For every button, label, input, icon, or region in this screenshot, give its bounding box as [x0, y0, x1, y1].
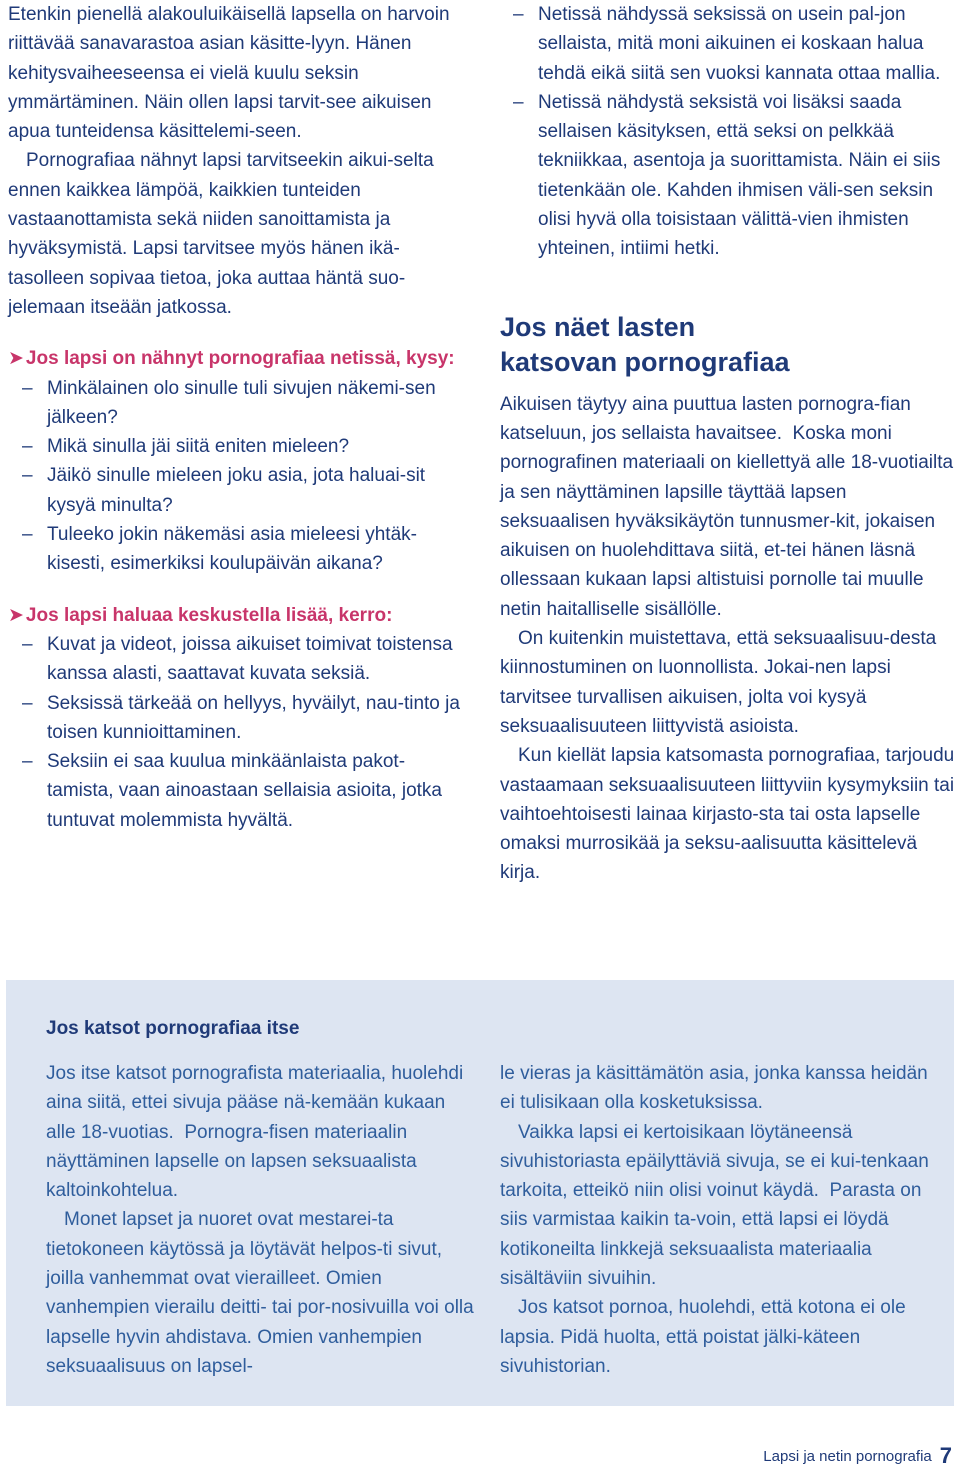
list-item: – Seksiin ei saa kuulua minkäänlaista pakot-tamista, vaan ainoastaan sellaisia asioita, jotka tuntuvat molemmista hyvältä.: [8, 747, 468, 835]
box-right-paragraph-1: Vaikka lapsi ei kertoisikaan löytäneensä sivuhistoriasta epäilyttäviä sivuja, se ei kui-tenkaan tarkoita, etteikö niin olisi voinut käydä. Parasta on siis varmistaa kaikin ta-voin, että lapsi ei löydä kotikoneilta linkkejä seksuaalista materiaalia sisältäviin sivuihin.: [500, 1121, 929, 1290]
left-column: [8, 0, 468, 835]
section-heading: [500, 310, 955, 380]
box-right-continuation: le vieras ja käsittämätön asia, jonka kanssa heidän ei tulisikaan olla kosketuksissa.: [500, 1063, 928, 1114]
box-left-paragraph-2: Monet lapset ja nuoret ovat mestarei-ta tietokoneen käytössä ja löytävät helpos-ti sivut, joilla vanhemmat ovat vierailleet. Omien vanhempien vierailu deitti- tai por-nosivuilla voi olla lapselle hyvin ahdistava. Omien vanhempien seksuaalisuus on lapsel-: [46, 1209, 474, 1377]
box-title: Jos katsot pornografiaa itse: [46, 1018, 300, 1039]
box-right-paragraph-2: Jos katsot pornoa, huolehdi, että kotona ei ole lapsia. Pidä huolta, että poistat jälki-käteen sivuhistorian.: [500, 1297, 906, 1377]
arrow-right-icon: ➤: [8, 604, 24, 626]
box-left-paragraph-1: Jos itse katsot pornografista materiaalia, huolehdi aina siitä, ettei sivuja pääse nä-kemään kukaan alle 18-vuotias. Pornogra-fisen materiaalin näyttäminen lapselle on lapsen seksuaalista kaltoinkohtelua.: [46, 1063, 464, 1202]
list-item: – Minkälainen olo sinulle tuli sivujen näkemi-sen jälkeen?: [8, 374, 468, 433]
right-paragraph-1: Aikuisen täytyy aina puuttua lasten pornogra-fian katseluun, jos sellaista havaitsee. Koska moni pornografinen materiaali on kiellettyä alle 18-vuotiailta ja sen näyttäminen lapsille täyttää lapsen seksuaalisen hyväksikäytön tunnusmer-kit, jokaisen aikuisen on huolehdittava siitä, et-tei hänen läsnä ollessaan kukaan lapsi altistuisi pornolle tai muulle netin haitalliselle sisällölle.: [500, 393, 954, 620]
section-1-list: [8, 374, 468, 579]
right-paragraph-3: Kun kiellät lapsia katsomasta pornografiaa, tarjoudu vastaamaan seksuaalisuuteen liittyviin kysymyksiin tai vaihtoehtoisesti lainaa kirjasto-sta tai osta lapselle omaksi murrosikää ja seksu-aalisuutta käsittelevä kirja.: [500, 745, 955, 884]
section-2-heading-text: Jos lapsi haluaa keskustella lisää, kerro:: [25, 604, 393, 626]
box-right-column: [500, 1059, 940, 1381]
section-1-heading-text: Jos lapsi on nähnyt pornografiaa netissä, kysy:: [25, 348, 455, 370]
heading-line-1: Jos näet lasten: [500, 311, 696, 342]
list-item: – Netissä nähdystä seksistä voi lisäksi saada sellaisen käsityksen, että seksi on pelkkää tekniikkaa, asentoja ja suorittamista. Näin ei siis tietenkään ole. Kahden ihmisen väli-sen seksin olisi hyvä olla toisistaan välittä-vien ihmisten yhteinen, intiimi hetki.: [498, 88, 955, 264]
heading-line-2: katsovan pornografiaa: [500, 346, 790, 377]
footer-title: Lapsi ja netin pornografia: [763, 1448, 932, 1465]
section-2-list: [8, 630, 468, 835]
right-paragraph-2: On kuitenkin muistettava, että seksuaalisuu-desta kiinnostuminen on luonnollista. Jokai-nen lapsi tarvitsee turvallisen aikuisen, jolta voi kysyä seksuaalisuuteen liittyvistä asioista.: [500, 628, 937, 737]
list-item: – Seksissä tärkeää on hellyys, hyväilyt, nau-tinto ja toisen kunnioittaminen.: [8, 689, 468, 748]
list-item: – Jäikö sinulle mieleen joku asia, jota haluai-sit kysyä minulta?: [8, 461, 468, 520]
info-box: [6, 980, 954, 1406]
list-item: – Netissä nähdyssä seksissä on usein pal-jon sellaista, mitä moni aikuinen ei koskaan halua tehdä eikä siitä sen vuoksi kannata ottaa mallia.: [498, 0, 955, 88]
list-item: – Mikä sinulla jäi siitä eniten mieleen?: [8, 432, 468, 461]
arrow-right-icon: ➤: [8, 348, 24, 370]
page-number: 7: [939, 1443, 952, 1468]
section-2-heading: [8, 601, 468, 630]
box-left-column: [46, 1059, 476, 1381]
right-list: [498, 0, 955, 264]
paragraph-2: Pornografiaa nähnyt lapsi tarvitseekin aikui-selta ennen kaikkea lämpöä, kaikkien tunteiden vastaanottamista sekä niiden sanoittamista ja hyväksymistä. Lapsi tarvitsee myös hänen ikä-tasolleen sopivaa tietoa, joka auttaa häntä suo-jelemaan itseään jatkossa.: [8, 150, 434, 318]
list-item: – Tuleeko jokin näkemäsi asia mieleesi yhtäk-kisesti, esimerkiksi koulupäivän aikana?: [8, 520, 468, 579]
list-item: – Kuvat ja videot, joissa aikuiset toimivat toistensa kanssa alasti, saattavat kuvata seksiä.: [8, 630, 468, 689]
page-footer: [763, 1443, 952, 1469]
intro-paragraph: Etenkin pienellä alakouluikäisellä lapsella on harvoin riittävää sanavarastoa asian käsitte-lyyn. Hänen kehitysvaiheeseensa ei vielä kuulu seksin ymmärtäminen. Näin ollen lapsi tarvit-see aikuisen apua tunteidensa käsittelemi-seen.: [8, 4, 450, 143]
section-1-heading: [8, 344, 468, 373]
right-column: [500, 0, 955, 888]
